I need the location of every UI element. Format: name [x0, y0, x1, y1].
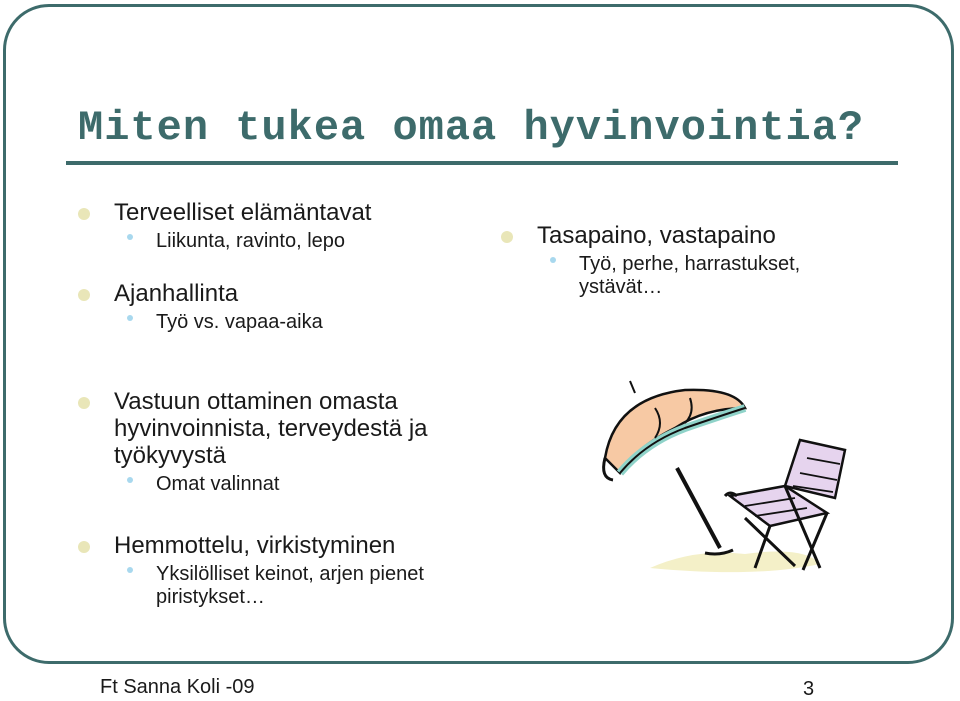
bullet-item: [78, 199, 498, 226]
bullet-text: Terveelliset elämäntavat: [114, 199, 372, 226]
bullet-item: [78, 280, 498, 307]
sub-bullet-text: Liikunta, ravinto, lepo: [156, 230, 346, 252]
sub-bullet-text: Omat valinnat: [156, 473, 280, 495]
sand-shape: [650, 552, 820, 573]
sub-bullet-icon: [127, 567, 133, 573]
sub-bullet-item: [78, 563, 496, 609]
page-number: 3: [803, 678, 815, 700]
sub-bullet-item: [78, 311, 498, 334]
bullet-icon: [501, 231, 513, 243]
sub-bullet-icon: [127, 477, 133, 483]
sub-bullet-icon: [127, 315, 133, 321]
sub-bullet-item: [78, 473, 508, 496]
umbrella-pole: [677, 468, 720, 548]
bullet-icon: [78, 541, 90, 553]
bullet-icon: [78, 208, 90, 220]
bullet-item: [501, 222, 881, 249]
bullet-text: Ajanhallinta: [114, 280, 239, 307]
bullet-list-main: [78, 388, 508, 609]
sub-bullet-text: Yksilölliset keinot, arjen pienet piristykset…: [156, 563, 424, 608]
sub-bullet-item: [501, 253, 829, 299]
sub-bullet-icon: [127, 234, 133, 240]
sub-bullet-text: Työ, perhe, harrastukset, ystävät…: [579, 253, 801, 298]
sub-bullet-item: [78, 230, 498, 253]
bullet-text: Hemmottelu, virkistyminen: [114, 532, 396, 559]
sub-bullet-text: Työ vs. vapaa-aika: [156, 311, 323, 333]
bullet-icon: [78, 289, 90, 301]
bullet-item: [78, 532, 508, 559]
bullet-list-left: [78, 199, 498, 334]
sub-bullet-icon: [550, 257, 556, 263]
bullet-item: [78, 388, 494, 469]
beach-umbrella-chair-illustration: [595, 378, 865, 593]
bullet-list-right: [501, 222, 881, 299]
slide-title: Miten tukea omaa hyvinvointia?: [78, 104, 865, 152]
title-underline: [66, 161, 898, 165]
bullet-icon: [78, 397, 90, 409]
bullet-text: Tasapaino, vastapaino: [537, 222, 776, 249]
bullet-text: Vastuun ottaminen omasta hyvinvoinnista, terveydestä ja työkyvystä: [114, 388, 428, 469]
footer-author: Ft Sanna Koli -09: [100, 676, 255, 698]
